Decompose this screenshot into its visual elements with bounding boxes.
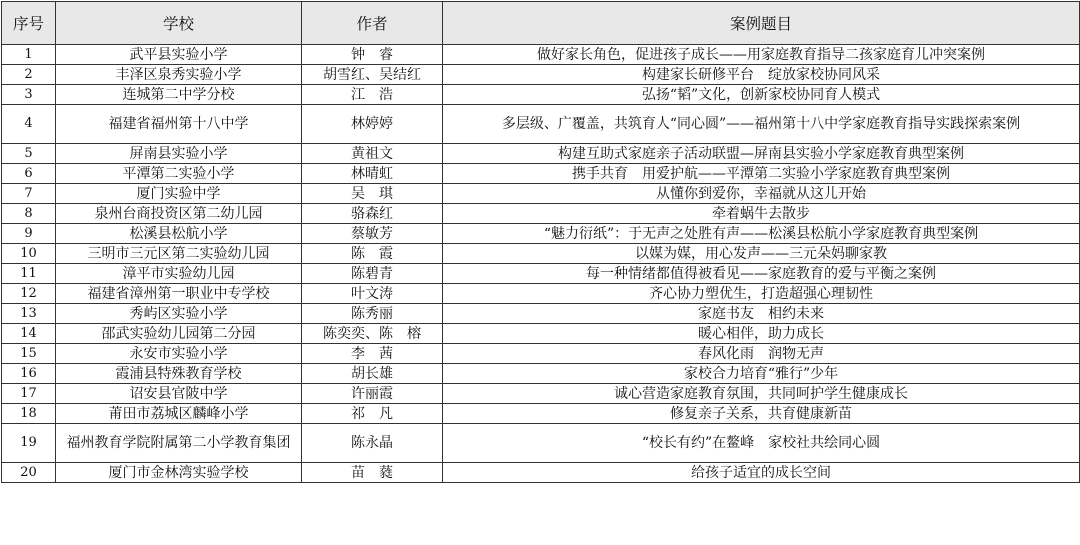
table-row bbox=[2, 344, 1080, 364]
cell-author: 吴 琪 bbox=[302, 184, 443, 204]
cell-school: 厦门实验中学 bbox=[56, 184, 302, 204]
cell-author: 祁 凡 bbox=[302, 404, 443, 424]
cell-no: 6 bbox=[2, 164, 56, 184]
cell-no: 11 bbox=[2, 264, 56, 284]
cell-school: 丰泽区泉秀实验小学 bbox=[56, 65, 302, 85]
cell-no: 4 bbox=[2, 105, 56, 144]
header-author: 作者 bbox=[302, 2, 443, 45]
cell-author: 胡长雄 bbox=[302, 364, 443, 384]
cell-title: “魅力衍纸”：于无声之处胜有声——松溪县松航小学家庭教育典型案例 bbox=[443, 224, 1080, 244]
cell-no: 7 bbox=[2, 184, 56, 204]
cell-no: 20 bbox=[2, 463, 56, 483]
cell-school: 厦门市金林湾实验学校 bbox=[56, 463, 302, 483]
cell-school: 屏南县实验小学 bbox=[56, 144, 302, 164]
cell-title: 做好家长角色，促进孩子成长——用家庭教育指导二孩家庭育儿冲突案例 bbox=[443, 45, 1080, 65]
cell-no: 5 bbox=[2, 144, 56, 164]
table-body bbox=[2, 45, 1080, 483]
cell-title: 诚心营造家庭教育氛围，共同呵护学生健康成长 bbox=[443, 384, 1080, 404]
header-school: 学校 bbox=[56, 2, 302, 45]
table-header-row bbox=[2, 2, 1080, 45]
cell-no: 15 bbox=[2, 344, 56, 364]
table-row bbox=[2, 224, 1080, 244]
cell-author: 陈奕奕、陈 榕 bbox=[302, 324, 443, 344]
cell-title: 牵着蜗牛去散步 bbox=[443, 204, 1080, 224]
cell-author: 苗 蕤 bbox=[302, 463, 443, 483]
cell-author: 陈永晶 bbox=[302, 424, 443, 463]
table-row bbox=[2, 384, 1080, 404]
cell-author: 黄祖文 bbox=[302, 144, 443, 164]
cell-title: 每一种情绪都值得被看见——家庭教育的爱与平衡之案例 bbox=[443, 264, 1080, 284]
header-no: 序号 bbox=[2, 2, 56, 45]
cell-title: “校长有约”在鳌峰 家校社共绘同心圆 bbox=[443, 424, 1080, 463]
cell-school: 漳平市实验幼儿园 bbox=[56, 264, 302, 284]
cell-title: 修复亲子关系，共育健康新苗 bbox=[443, 404, 1080, 424]
table-row bbox=[2, 424, 1080, 463]
cell-school: 永安市实验小学 bbox=[56, 344, 302, 364]
cell-school: 诏安县官陂中学 bbox=[56, 384, 302, 404]
table-row bbox=[2, 164, 1080, 184]
table-row bbox=[2, 204, 1080, 224]
cell-author: 林婷婷 bbox=[302, 105, 443, 144]
cell-school: 平潭第二实验小学 bbox=[56, 164, 302, 184]
table-row bbox=[2, 304, 1080, 324]
cell-author: 骆森红 bbox=[302, 204, 443, 224]
cell-author: 陈碧青 bbox=[302, 264, 443, 284]
cell-title: 从懂你到爱你，幸福就从这儿开始 bbox=[443, 184, 1080, 204]
cell-title: 齐心协力塑优生，打造超强心理韧性 bbox=[443, 284, 1080, 304]
cell-school: 武平县实验小学 bbox=[56, 45, 302, 65]
cell-title: 以媒为媒，用心发声——三元朵妈聊家教 bbox=[443, 244, 1080, 264]
cell-no: 13 bbox=[2, 304, 56, 324]
table-row bbox=[2, 284, 1080, 304]
cell-author: 胡雪红、吴结红 bbox=[302, 65, 443, 85]
table-row bbox=[2, 184, 1080, 204]
cell-title: 家庭书友 相约未来 bbox=[443, 304, 1080, 324]
cell-author: 钟 睿 bbox=[302, 45, 443, 65]
cell-no: 2 bbox=[2, 65, 56, 85]
cell-no: 18 bbox=[2, 404, 56, 424]
table-row bbox=[2, 404, 1080, 424]
cell-author: 江 浩 bbox=[302, 85, 443, 105]
table-row bbox=[2, 324, 1080, 344]
cell-no: 16 bbox=[2, 364, 56, 384]
cell-author: 叶文涛 bbox=[302, 284, 443, 304]
cell-title: 春风化雨 润物无声 bbox=[443, 344, 1080, 364]
cell-no: 3 bbox=[2, 85, 56, 105]
table-row bbox=[2, 244, 1080, 264]
table-row bbox=[2, 45, 1080, 65]
cell-title: 家校合力培育“雅行”少年 bbox=[443, 364, 1080, 384]
cell-no: 14 bbox=[2, 324, 56, 344]
cell-author: 蔡敏芳 bbox=[302, 224, 443, 244]
table-row bbox=[2, 65, 1080, 85]
cell-school: 福州教育学院附属第二小学教育集团 bbox=[56, 424, 302, 463]
cell-title: 携手共育 用爱护航——平潭第二实验小学家庭教育典型案例 bbox=[443, 164, 1080, 184]
cell-title: 构建家长研修平台 绽放家校协同风采 bbox=[443, 65, 1080, 85]
cell-school: 霞浦县特殊教育学校 bbox=[56, 364, 302, 384]
cell-author: 陈 霞 bbox=[302, 244, 443, 264]
table-row bbox=[2, 264, 1080, 284]
cell-author: 林晴虹 bbox=[302, 164, 443, 184]
cell-title: 弘扬“韬”文化，创新家校协同育人模式 bbox=[443, 85, 1080, 105]
table-row bbox=[2, 105, 1080, 144]
cell-school: 福建省漳州第一职业中专学校 bbox=[56, 284, 302, 304]
cell-no: 8 bbox=[2, 204, 56, 224]
cell-school: 福建省福州第十八中学 bbox=[56, 105, 302, 144]
cell-title: 多层级、广覆盖，共筑育人“同心圆”——福州第十八中学家庭教育指导实践探索案例 bbox=[443, 105, 1080, 144]
table-row bbox=[2, 85, 1080, 105]
cell-title: 暖心相伴，助力成长 bbox=[443, 324, 1080, 344]
cell-author: 李 茜 bbox=[302, 344, 443, 364]
cell-author: 陈秀丽 bbox=[302, 304, 443, 324]
cell-no: 19 bbox=[2, 424, 56, 463]
cell-school: 三明市三元区第二实验幼儿园 bbox=[56, 244, 302, 264]
cell-school: 泉州台商投资区第二幼儿园 bbox=[56, 204, 302, 224]
table-row bbox=[2, 364, 1080, 384]
cell-title: 构建互助式家庭亲子活动联盟—屏南县实验小学家庭教育典型案例 bbox=[443, 144, 1080, 164]
cell-school: 秀屿区实验小学 bbox=[56, 304, 302, 324]
cell-no: 12 bbox=[2, 284, 56, 304]
header-title: 案例题目 bbox=[443, 2, 1080, 45]
cell-author: 许丽霞 bbox=[302, 384, 443, 404]
cell-no: 10 bbox=[2, 244, 56, 264]
cell-school: 莆田市荔城区麟峰小学 bbox=[56, 404, 302, 424]
cell-no: 9 bbox=[2, 224, 56, 244]
cell-school: 邵武实验幼儿园第二分园 bbox=[56, 324, 302, 344]
cell-school: 连城第二中学分校 bbox=[56, 85, 302, 105]
cell-school: 松溪县松航小学 bbox=[56, 224, 302, 244]
table-row bbox=[2, 144, 1080, 164]
cell-title: 给孩子适宜的成长空间 bbox=[443, 463, 1080, 483]
table-row bbox=[2, 463, 1080, 483]
case-list-table bbox=[1, 1, 1080, 483]
cell-no: 17 bbox=[2, 384, 56, 404]
cell-no: 1 bbox=[2, 45, 56, 65]
